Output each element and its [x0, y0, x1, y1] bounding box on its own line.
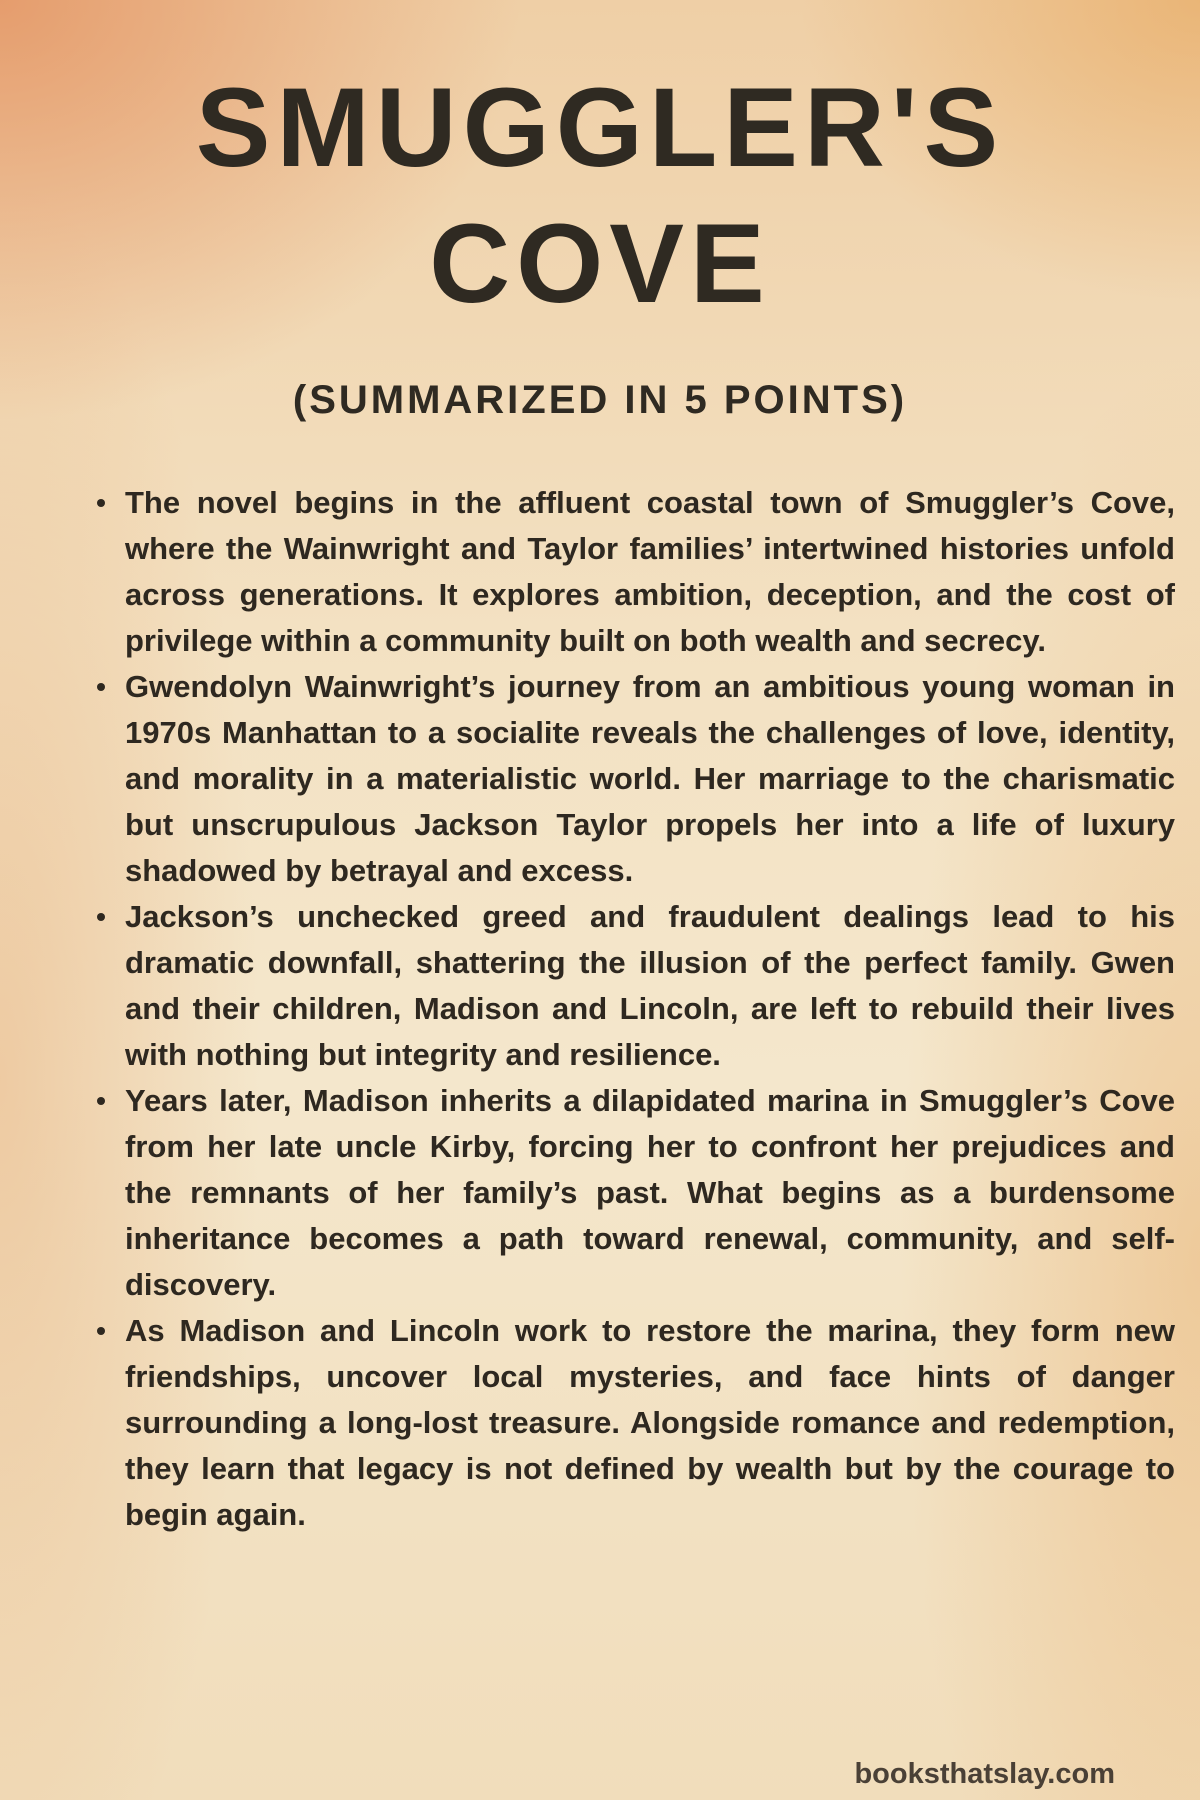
summary-point-5 [125, 1308, 1175, 1538]
bullet-icon [97, 913, 105, 921]
title-line-2: COVE [429, 201, 771, 326]
website-credit: booksthatslay.com [854, 1758, 1115, 1790]
bullet-icon [97, 499, 105, 507]
summary-point-2 [125, 664, 1175, 894]
point-text: Jackson’s unchecked greed and fraudulent dealings lead to his dramatic downfall, shattering the illusion of the perfect family. Gwen and their children, Madison and Lincoln, are left to rebuild their lives with nothing but integrity and resilience. [125, 899, 1175, 1072]
bullet-icon [97, 683, 105, 691]
summary-point-4 [125, 1078, 1175, 1308]
summary-point-3 [125, 894, 1175, 1078]
point-text: As Madison and Lincoln work to restore the marina, they form new friendships, uncover local mysteries, and face hints of danger surrounding a long-lost treasure. Alongside romance and redemption, they learn that legacy is not defined by wealth but by the courage to begin again. [125, 1313, 1175, 1532]
point-text: Years later, Madison inherits a dilapidated marina in Smuggler’s Cove from her late uncle Kirby, forcing her to confront her prejudices and the remnants of her family’s past. What begins as a burdensome inheritance becomes a path toward renewal, community, and self-discovery. [125, 1083, 1175, 1302]
summary-point-1 [125, 480, 1175, 664]
summary-points-list [90, 480, 1175, 1538]
bullet-icon [97, 1097, 105, 1105]
point-text: The novel begins in the affluent coastal town of Smuggler’s Cove, where the Wainwright and Taylor families’ intertwined histories unfold across generations. It explores ambition, deception, and the cost of privilege within a community built on both wealth and secrecy. [125, 485, 1175, 658]
subtitle: (SUMMARIZED IN 5 POINTS) [292, 378, 908, 422]
point-text: Gwendolyn Wainwright’s journey from an ambitious young woman in 1970s Manhattan to a socialite reveals the challenges of love, identity, and morality in a materialistic world. Her marriage to the charismatic but unscrupulous Jackson Taylor propels her into a life of luxury shadowed by betrayal and excess. [125, 669, 1175, 888]
bullet-icon [97, 1327, 105, 1335]
title-line-1: SMUGGLER'S [195, 65, 1005, 190]
